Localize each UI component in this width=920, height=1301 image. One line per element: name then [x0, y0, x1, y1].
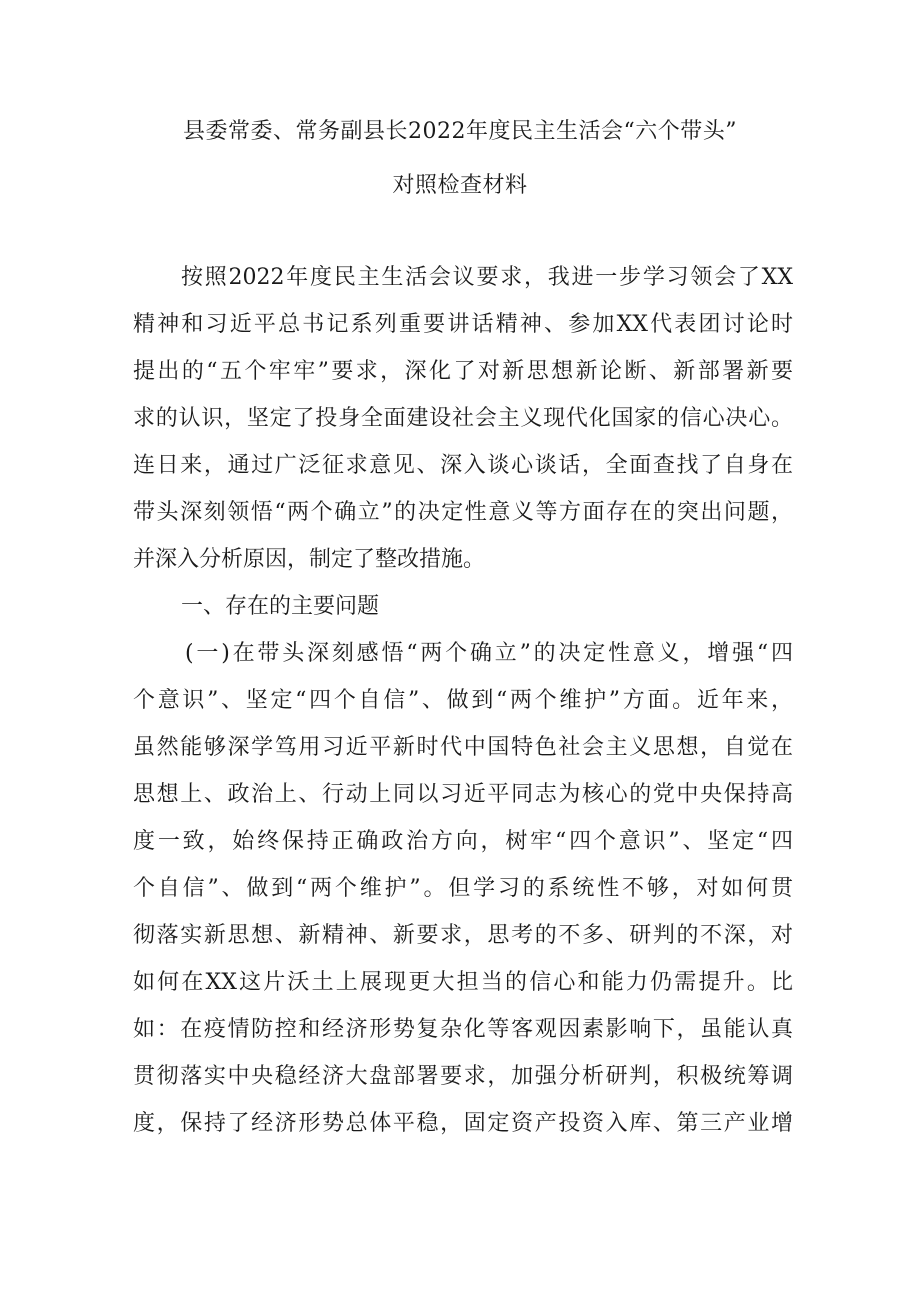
document-title-line-2: 对照检查材料 — [392, 173, 528, 198]
paragraph-1-line: 提出的“五个牢牢”要求，深化了对新思想新论断、新部署新要 — [133, 359, 793, 384]
section-heading: 一、存在的主要问题 — [181, 594, 380, 619]
paragraph-2-line: (一)在带头深刻感悟“两个确立”的决定性意义，增强“四 — [185, 641, 793, 666]
paragraph-2-line: 彻落实新思想、新精神、新要求，思考的不多、研判的不深，对 — [133, 923, 793, 948]
paragraph-2-line: 个自信”、做到“两个维护”。但学习的系统性不够，对如何贯 — [133, 876, 793, 901]
document-title-line-1: 县委常委、常务副县长2022年度民主生活会“六个带头” — [183, 119, 737, 144]
paragraph-2-line: 个意识”、坚定“四个自信”、做到“两个维护”方面。近年来， — [133, 688, 793, 713]
paragraph-2-line: 度一致，始终保持正确政治方向，树牢“四个意识”、坚定“四 — [133, 829, 793, 854]
paragraph-2-line: 思想上、政治上、行动上同以习近平同志为核心的党中央保持高 — [133, 782, 793, 807]
paragraph-2-line: 虽然能够深学笃用习近平新时代中国特色社会主义思想，自觉在 — [133, 735, 793, 760]
paragraph-1-line: 精神和习近平总书记系列重要讲话精神、参加XX代表团讨论时 — [133, 312, 793, 337]
paragraph-2-line: 如：在疫情防控和经济形势复杂化等客观因素影响下，虽能认真 — [133, 1017, 793, 1042]
paragraph-2-line: 贯彻落实中央稳经济大盘部署要求，加强分析研判，积极统筹调 — [133, 1064, 793, 1089]
paragraph-1-line: 带头深刻领悟“两个确立”的决定性意义等方面存在的突出问题， — [133, 500, 793, 525]
paragraph-1-line: 按照2022年度民主生活会议要求，我进一步学习领会了XX — [181, 265, 793, 290]
paragraph-1-line: 求的认识，坚定了投身全面建设社会主义现代化国家的信心决心。 — [133, 406, 793, 431]
paragraph-2-line: 度，保持了经济形势总体平稳，固定资产投资入库、第三产业增 — [133, 1111, 793, 1136]
paragraph-2-line: 如何在XX这片沃土上展现更大担当的信心和能力仍需提升。比 — [133, 970, 793, 995]
paragraph-1-line: 连日来，通过广泛征求意见、深入谈心谈话，全面查找了自身在 — [133, 453, 793, 478]
paragraph-1-line: 并深入分析原因，制定了整改措施。 — [133, 547, 486, 572]
